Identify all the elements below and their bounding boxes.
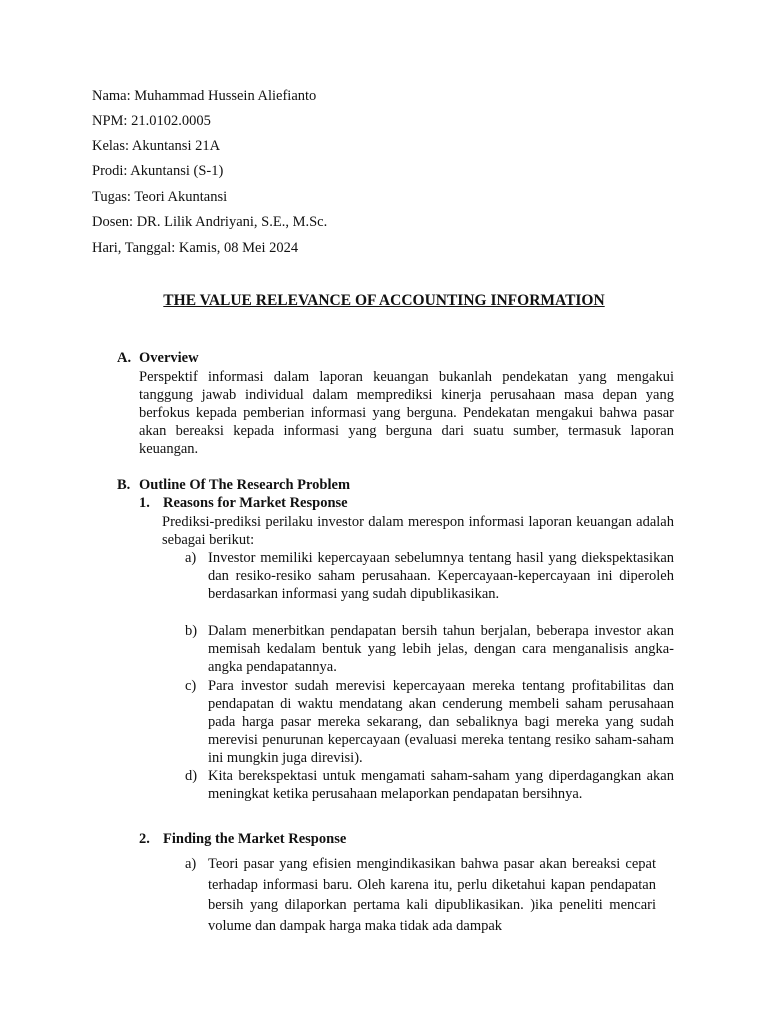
section-a-paragraph: Perspektif informasi dalam laporan keuangan bukanlah pendekatan yang mengakui tanggung jawab individual dalam memprediksi kinerja perusahaan masa depan yang berfokus kepada pemberian informasi yang berguna. Pendekatan mengakui bahwa pasar akan bereaksi kepada informasi yang berguna dari suatu sumber, termasuk laporan keuangan. xyxy=(139,369,674,457)
list-item: Investor memiliki kepercayaan sebelumnya tentang hasil yang diekspektasikan dan resiko-resiko saham perusahaan. Kepercayaan-kepercayaan ini diperoleh berdasarkan informasi yang sudah dipublikasikan. xyxy=(208,550,674,602)
subsection-1-intro: Prediksi-prediksi perilaku investor dalam merespon informasi laporan keuangan adalah sebagai berikut: xyxy=(162,514,674,548)
list-item-label: d) xyxy=(185,768,198,784)
section-b-title: Outline Of The Research Problem xyxy=(139,477,351,493)
list-item-label: a) xyxy=(185,550,197,566)
list-item-label: b) xyxy=(185,623,198,639)
section-a-title: Overview xyxy=(139,350,199,366)
subsection-1-label: 1. xyxy=(139,495,150,511)
subsection-2-label: 2. xyxy=(139,831,150,847)
assignment: Tugas: Teori Akuntansi xyxy=(92,189,228,205)
subsection-1-title: Reasons for Market Response xyxy=(163,495,348,511)
student-class: Kelas: Akuntansi 21A xyxy=(92,138,221,154)
list-item-label: a) xyxy=(185,856,197,872)
list-item: Teori pasar yang efisien mengindikasikan bahwa pasar akan bereaksi cepat terhadap informasi baru. Oleh karena itu, perlu diketahui kapan pendapatan bersih yang dilaporkan pertama kali dipublikasikan. )ika peneliti mencari volume dan dampak harga maka tidak ada dampak xyxy=(208,856,656,934)
date-line: Hari, Tanggal: Kamis, 08 Mei 2024 xyxy=(92,240,299,256)
subsection-2-title: Finding the Market Response xyxy=(163,831,347,847)
list-item: Para investor sudah merevisi kepercayaan mereka tentang profitabilitas dan pendapatan di waktu mendatang akan cenderung membeli saham perusahaan pada harga pasar mereka sekarang, dan sebaliknya bagi mereka yang sudah merevisi penurunan kepercayaan (evaluasi mereka tentang resiko saham-saham ini mungkin juga direvisi). xyxy=(208,678,674,766)
document-title: THE VALUE RELEVANCE OF ACCOUNTING INFORMATION xyxy=(163,292,605,309)
student-name: Nama: Muhammad Hussein Aliefianto xyxy=(92,88,317,104)
lecturer: Dosen: DR. Lilik Andriyani, S.E., M.Sc. xyxy=(92,214,328,230)
list-item: Kita berekspektasi untuk mengamati saham-saham yang diperdagangkan akan meningkat ketika perusahaan melaporkan pendapatan bersihnya. xyxy=(208,768,674,802)
section-a-label: A. xyxy=(117,350,132,366)
section-b-label: B. xyxy=(117,477,131,493)
list-item-label: c) xyxy=(185,678,197,694)
list-item: Dalam menerbitkan pendapatan bersih tahun berjalan, beberapa investor akan memisah kedalam bentuk yang lebih jelas, dengan cara menganalisis angka-angka pendapatannya. xyxy=(208,623,674,675)
student-npm: NPM: 21.0102.0005 xyxy=(92,113,211,129)
study-program: Prodi: Akuntansi (S-1) xyxy=(92,163,224,179)
